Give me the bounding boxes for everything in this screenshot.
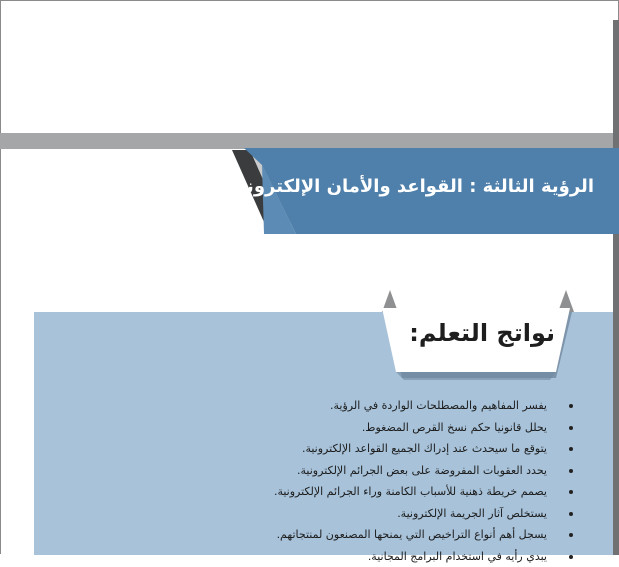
bullet-icon [569, 533, 573, 537]
bullet-icon [569, 555, 573, 559]
section-title-banner [0, 0, 619, 260]
outcome-item: يصمم خريطة ذهنية للأسباب الكامنة وراء الجرائم الإلكترونية. [199, 481, 579, 503]
outcomes-heading: نواتج التعلم: [409, 313, 555, 353]
outcome-item: يحدد العقوبات المفروضة على بعض الجرائم الإلكترونية. [199, 460, 579, 482]
bullet-icon [569, 447, 573, 451]
bullet-icon [569, 426, 573, 430]
outcomes-list [199, 395, 579, 567]
section-title: الرؤية الثالثة : القواعد والأمان الإلكتروني [229, 170, 594, 204]
outcome-item: يستخلص آثار الجريمة الإلكترونية. [199, 503, 579, 525]
outcome-item: يتوقع ما سيحدث عند إدراك الجميع القواعد الإلكترونية. [199, 438, 579, 460]
outcome-item: يبدي رأيه في استخدام البرامج المجانية. [199, 546, 579, 567]
bullet-icon [569, 404, 573, 408]
bullet-icon [569, 512, 573, 516]
bullet-icon [569, 490, 573, 494]
outcome-item: يحلل قانونيا حكم نسخ القرص المضغوط. [199, 417, 579, 439]
outcome-item: يفسر المفاهيم والمصطلحات الواردة في الرؤية. [199, 395, 579, 417]
bullet-icon [569, 469, 573, 473]
outcome-item: يسجل أهم أنواع التراخيص التي يمنحها المصنعون لمنتجاتهم. [199, 524, 579, 546]
